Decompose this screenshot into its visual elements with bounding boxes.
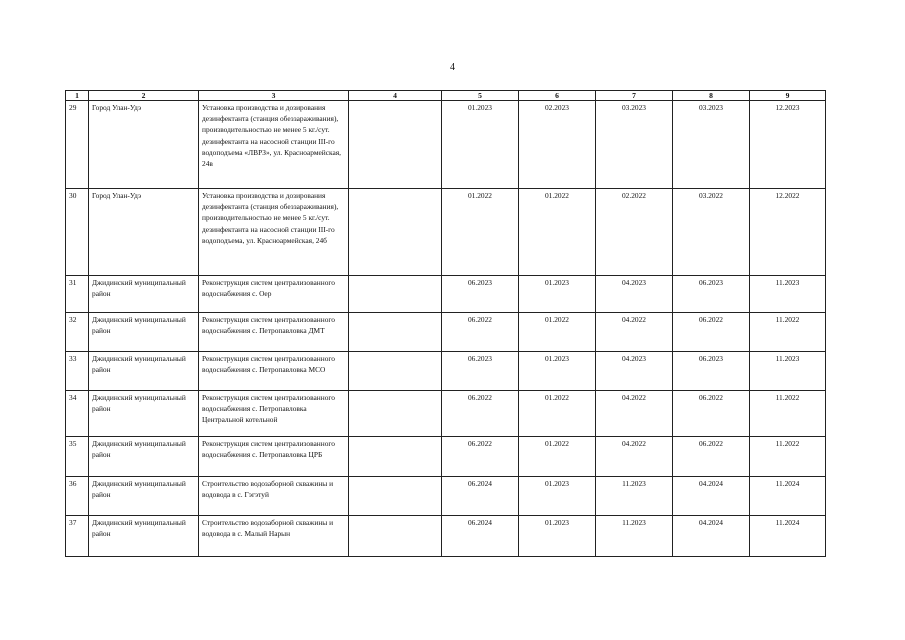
header-cell: 2 — [89, 91, 199, 101]
column-7-cell: 11.2023 — [596, 516, 673, 557]
row-number-cell: 29 — [66, 101, 89, 189]
column-7-cell: 04.2022 — [596, 437, 673, 477]
table-body — [66, 101, 826, 557]
description-cell: Установка производства и дозирования дезинфектанта (станция обеззараживания), производительностью не менее 5 кг./сут. дезинфектанта на насосной станции III-го водоподъема «ЛВРЗ», ул. Красноармейская, 24в — [199, 101, 349, 189]
table-row — [66, 101, 826, 189]
district-cell: Город Улан-Удэ — [89, 189, 199, 276]
district-cell: Джидинский муниципальный район — [89, 516, 199, 557]
column-6-cell: 01.2023 — [519, 516, 596, 557]
column-9-cell: 12.2022 — [750, 189, 826, 276]
table-row — [66, 189, 826, 276]
column-7-cell: 04.2022 — [596, 391, 673, 437]
column-8-cell: 06.2022 — [673, 391, 750, 437]
header-cell: 8 — [673, 91, 750, 101]
column-7-cell: 04.2022 — [596, 313, 673, 352]
column-6-cell: 01.2022 — [519, 189, 596, 276]
column-4-cell — [349, 276, 442, 313]
row-number-cell: 36 — [66, 477, 89, 516]
column-5-cell: 06.2023 — [442, 276, 519, 313]
column-6-cell: 01.2022 — [519, 391, 596, 437]
column-5-cell: 06.2024 — [442, 516, 519, 557]
description-cell: Реконструкция систем централизованного водоснабжения с. Петропавловка ДМТ — [199, 313, 349, 352]
column-6-cell: 01.2023 — [519, 276, 596, 313]
header-cell: 6 — [519, 91, 596, 101]
district-cell: Город Улан-Удэ — [89, 101, 199, 189]
description-cell: Установка производства и дозирования дезинфектанта (станция обеззараживания), производительностью не менее 5 кг./сут. дезинфектанта на насосной станции III-го водоподъема, ул. Красноармейская, 24б — [199, 189, 349, 276]
column-9-cell: 12.2023 — [750, 101, 826, 189]
page-number: 4 — [450, 62, 455, 73]
column-9-cell: 11.2022 — [750, 437, 826, 477]
row-number-cell: 30 — [66, 189, 89, 276]
table-row — [66, 352, 826, 391]
description-cell: Строительство водозаборной скважины и водовода в с. Малый Нарын — [199, 516, 349, 557]
column-6-cell: 01.2023 — [519, 352, 596, 391]
column-4-cell — [349, 437, 442, 477]
description-cell: Реконструкция систем централизованного водоснабжения с. Петропавловка Центральной котельной — [199, 391, 349, 437]
column-7-cell: 03.2023 — [596, 101, 673, 189]
column-5-cell: 06.2022 — [442, 313, 519, 352]
district-cell: Джидинский муниципальный район — [89, 276, 199, 313]
column-9-cell: 11.2024 — [750, 516, 826, 557]
column-6-cell: 01.2022 — [519, 313, 596, 352]
column-4-cell — [349, 516, 442, 557]
district-cell: Джидинский муниципальный район — [89, 477, 199, 516]
column-4-cell — [349, 313, 442, 352]
header-row — [66, 91, 826, 101]
row-number-cell: 33 — [66, 352, 89, 391]
header-cell: 7 — [596, 91, 673, 101]
column-9-cell: 11.2022 — [750, 391, 826, 437]
row-number-cell: 31 — [66, 276, 89, 313]
column-5-cell: 06.2024 — [442, 477, 519, 516]
column-8-cell: 06.2022 — [673, 437, 750, 477]
column-9-cell: 11.2023 — [750, 352, 826, 391]
table-row — [66, 313, 826, 352]
column-4-cell — [349, 391, 442, 437]
column-5-cell: 06.2022 — [442, 437, 519, 477]
column-7-cell: 11.2023 — [596, 477, 673, 516]
table-header — [66, 91, 826, 101]
row-number-cell: 34 — [66, 391, 89, 437]
column-8-cell: 04.2024 — [673, 477, 750, 516]
column-5-cell: 06.2023 — [442, 352, 519, 391]
column-5-cell: 01.2023 — [442, 101, 519, 189]
column-4-cell — [349, 189, 442, 276]
column-5-cell: 01.2022 — [442, 189, 519, 276]
column-7-cell: 02.2022 — [596, 189, 673, 276]
column-8-cell: 03.2022 — [673, 189, 750, 276]
row-number-cell: 32 — [66, 313, 89, 352]
header-cell: 5 — [442, 91, 519, 101]
column-9-cell: 11.2022 — [750, 313, 826, 352]
table-row — [66, 477, 826, 516]
column-9-cell: 11.2023 — [750, 276, 826, 313]
district-cell: Джидинский муниципальный район — [89, 313, 199, 352]
column-5-cell: 06.2022 — [442, 391, 519, 437]
column-4-cell — [349, 477, 442, 516]
description-cell: Реконструкция систем централизованного водоснабжения с. Петропавловка ЦРБ — [199, 437, 349, 477]
row-number-cell: 37 — [66, 516, 89, 557]
table-row — [66, 391, 826, 437]
row-number-cell: 35 — [66, 437, 89, 477]
header-cell: 3 — [199, 91, 349, 101]
column-8-cell: 06.2023 — [673, 276, 750, 313]
description-cell: Строительство водозаборной скважины и водовода в с. Гэгэтуй — [199, 477, 349, 516]
column-4-cell — [349, 352, 442, 391]
table-row — [66, 437, 826, 477]
column-7-cell: 04.2023 — [596, 276, 673, 313]
column-8-cell: 04.2024 — [673, 516, 750, 557]
district-cell: Джидинский муниципальный район — [89, 437, 199, 477]
column-8-cell: 06.2023 — [673, 352, 750, 391]
table-row — [66, 276, 826, 313]
header-cell: 1 — [66, 91, 89, 101]
column-6-cell: 01.2022 — [519, 437, 596, 477]
district-cell: Джидинский муниципальный район — [89, 391, 199, 437]
column-4-cell — [349, 101, 442, 189]
column-6-cell: 02.2023 — [519, 101, 596, 189]
description-cell: Реконструкция систем централизованного водоснабжения с. Оер — [199, 276, 349, 313]
table-row — [66, 516, 826, 557]
header-cell: 4 — [349, 91, 442, 101]
column-9-cell: 11.2024 — [750, 477, 826, 516]
district-cell: Джидинский муниципальный район — [89, 352, 199, 391]
column-7-cell: 04.2023 — [596, 352, 673, 391]
description-cell: Реконструкция систем централизованного водоснабжения с. Петропавловка МСО — [199, 352, 349, 391]
column-6-cell: 01.2023 — [519, 477, 596, 516]
schedule-table — [65, 90, 826, 557]
header-cell: 9 — [750, 91, 826, 101]
column-8-cell: 06.2022 — [673, 313, 750, 352]
column-8-cell: 03.2023 — [673, 101, 750, 189]
